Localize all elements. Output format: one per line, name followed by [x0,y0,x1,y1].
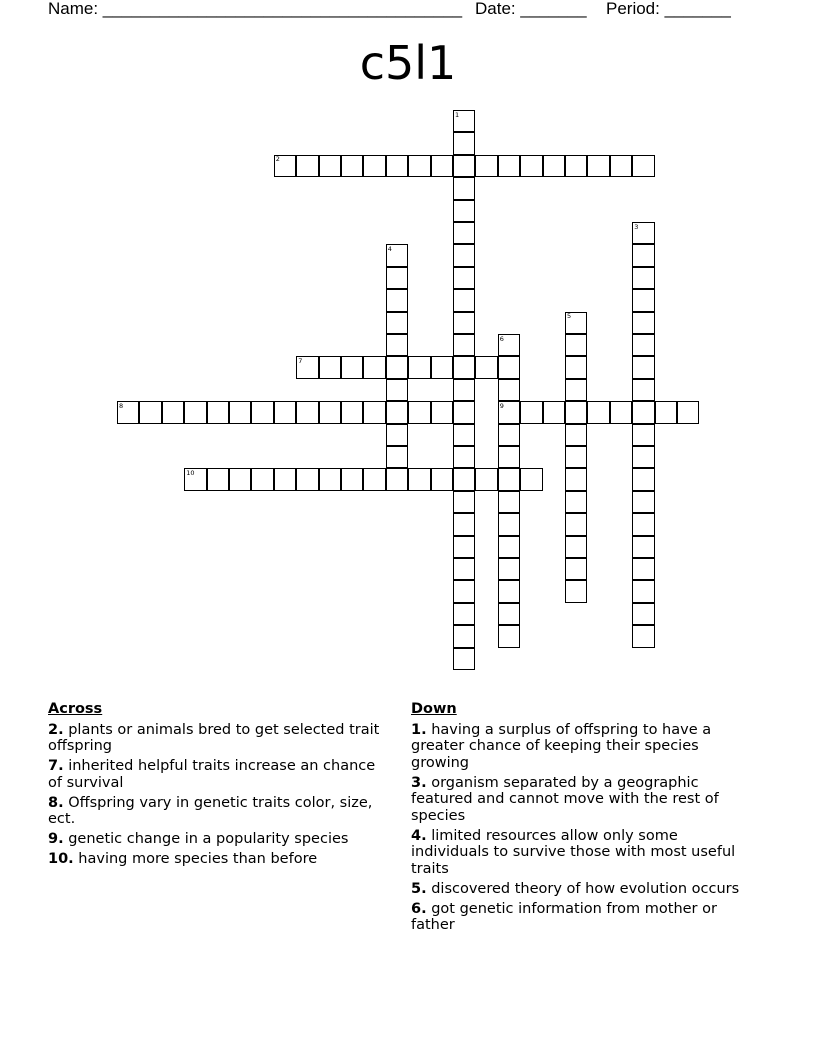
clue-number: 5. [411,880,427,897]
grid-cell[interactable] [408,155,430,177]
clue-number: 1. [411,721,427,738]
clue-number: 7. [48,758,64,774]
clue-number-label: 6 [499,334,504,343]
grid-cell[interactable] [386,468,408,490]
grid-cell[interactable] [453,648,475,670]
grid-cell[interactable] [453,132,475,154]
clue-number-label: 10 [186,468,195,477]
across-clue [48,795,393,828]
clue-number: 8. [48,794,64,811]
grid-cell[interactable] [431,468,453,490]
grid-cell[interactable] [453,334,475,356]
down-clues [411,701,756,937]
grid-cell[interactable] [498,446,520,468]
grid-cell[interactable] [677,401,699,423]
grid-cell[interactable] [520,155,542,177]
clue-text: got genetic information from mother or father [411,900,717,933]
across-heading: Across [48,701,103,717]
grid-cell[interactable] [632,334,654,356]
clue-text: having a surplus of offspring to have a greater chance of keeping their species growing [411,721,712,771]
grid-cell[interactable] [453,200,475,222]
clue-number-label: 4 [387,244,392,253]
grid-cell[interactable] [341,401,363,423]
grid-cell[interactable] [453,244,475,266]
grid-cell[interactable] [386,267,408,289]
grid-cell[interactable] [453,446,475,468]
grid-cell[interactable] [363,155,385,177]
grid-cell[interactable] [453,580,475,602]
grid-cell[interactable] [565,468,587,490]
grid-cell[interactable] [610,401,632,423]
down-clue [411,901,756,934]
grid-cell[interactable] [319,401,341,423]
clue-text: discovered theory of how evolution occurs [431,880,740,897]
grid-cell[interactable] [341,468,363,490]
grid-cell[interactable] [207,468,229,490]
date-field-label: Date: _______ [475,0,587,18]
grid-cell[interactable] [565,513,587,535]
grid-cell[interactable] [319,356,341,378]
down-heading: Down [411,701,457,717]
grid-cell[interactable] [431,401,453,423]
grid-cell[interactable] [520,401,542,423]
grid-cell[interactable] [632,625,654,647]
grid-cell[interactable] [565,379,587,401]
down-clue [411,775,756,825]
grid-cell[interactable] [587,155,609,177]
grid-cell[interactable] [386,334,408,356]
grid-cell[interactable] [632,312,654,334]
grid-cell[interactable] [453,155,475,177]
grid-cell[interactable] [498,603,520,625]
grid-cell[interactable] [632,356,654,378]
grid-cell[interactable] [386,312,408,334]
grid-cell[interactable] [341,155,363,177]
grid-cell[interactable] [498,491,520,513]
grid-cell[interactable] [565,558,587,580]
clue-number: 3. [411,774,427,791]
clue-text: organism separated by a geographic featured and cannot move with the rest of species [411,774,719,824]
grid-cell[interactable] [162,401,184,423]
grid-cell[interactable] [229,401,251,423]
clue-number-label: 1 [455,110,460,119]
clue-number-label: 2 [275,155,280,164]
grid-cell[interactable] [632,401,654,423]
grid-cell[interactable] [363,401,385,423]
down-clue [411,722,756,772]
grid-cell[interactable] [632,536,654,558]
grid-cell[interactable] [453,312,475,334]
grid-cell[interactable] [453,558,475,580]
grid-cell[interactable] [632,513,654,535]
name-field-label: Name: ______________________________________ [48,0,463,18]
clue-number: 9. [48,831,64,847]
grid-cell[interactable] [453,603,475,625]
across-clue [48,831,393,848]
grid-cell[interactable] [453,491,475,513]
grid-cell[interactable] [207,401,229,423]
grid-cell[interactable] [296,155,318,177]
grid-cell[interactable] [453,356,475,378]
grid-cell[interactable] [632,580,654,602]
grid-cell[interactable] [632,558,654,580]
clue-text: inherited helpful traits increase an chance of survival [48,758,376,791]
grid-cell[interactable] [632,289,654,311]
grid-cell[interactable] [453,289,475,311]
grid-cell[interactable] [296,401,318,423]
grid-cell[interactable] [543,155,565,177]
grid-cell[interactable] [184,401,206,423]
grid-cell[interactable] [632,424,654,446]
grid-cell[interactable] [453,625,475,647]
grid-cell[interactable] [453,424,475,446]
grid-cell[interactable] [386,424,408,446]
clue-number-label: 5 [567,312,572,321]
grid-cell[interactable] [632,446,654,468]
grid-cell[interactable] [453,401,475,423]
grid-cell[interactable] [475,468,497,490]
grid-cell[interactable] [565,334,587,356]
grid-cell[interactable] [587,401,609,423]
grid-cell[interactable] [453,379,475,401]
grid-cell[interactable] [453,177,475,199]
across-clue [48,758,393,791]
grid-cell[interactable] [386,356,408,378]
puzzle-title: c5l1 [359,36,457,90]
clue-text: Offspring vary in genetic traits color, size, ect. [48,794,373,827]
grid-cell[interactable] [274,468,296,490]
grid-cell[interactable] [565,580,587,602]
down-clue [411,828,756,878]
clue-text: genetic change in a popularity species [68,831,349,847]
clue-number: 4. [411,827,427,844]
grid-cell[interactable] [498,155,520,177]
grid-cell[interactable] [565,446,587,468]
clue-number-label: 8 [119,401,124,410]
grid-cell[interactable] [475,356,497,378]
grid-cell[interactable] [655,401,677,423]
grid-cell[interactable] [565,155,587,177]
clue-number-label: 7 [298,356,303,365]
grid-cell[interactable] [520,468,542,490]
grid-cell[interactable] [341,356,363,378]
clue-text: having more species than before [78,851,318,867]
grid-cell[interactable] [632,244,654,266]
clue-number: 2. [48,721,64,738]
grid-cell[interactable] [408,401,430,423]
clue-text: limited resources allow only some individuals to survive those with most useful traits [411,827,736,877]
grid-cell[interactable] [498,513,520,535]
grid-cell[interactable] [453,222,475,244]
grid-cell[interactable] [386,379,408,401]
grid-cell[interactable] [251,468,273,490]
clue-number-label: 3 [634,222,639,231]
grid-cell[interactable] [475,155,497,177]
across-clue [48,851,393,868]
grid-cell[interactable] [498,558,520,580]
grid-cell[interactable] [408,356,430,378]
grid-cell[interactable] [251,401,273,423]
grid-cell[interactable] [565,491,587,513]
grid-cell[interactable] [632,379,654,401]
clue-number-label: 9 [499,401,504,410]
grid-cell[interactable] [453,536,475,558]
grid-cell[interactable] [498,625,520,647]
grid-cell[interactable] [274,401,296,423]
grid-cell[interactable] [139,401,161,423]
grid-cell[interactable] [431,356,453,378]
grid-cell[interactable] [386,155,408,177]
grid-cell[interactable] [632,468,654,490]
period-field-label: Period: _______ [606,0,731,18]
clue-text: plants or animals bred to get selected trait offspring [48,721,380,754]
grid-cell[interactable] [498,536,520,558]
clue-number: 10. [48,851,74,867]
clue-number: 6. [411,900,427,917]
grid-cell[interactable] [632,603,654,625]
across-clues [48,701,393,871]
grid-cell[interactable] [565,356,587,378]
grid-cell[interactable] [632,155,654,177]
grid-cell[interactable] [319,468,341,490]
grid-cell[interactable] [498,424,520,446]
grid-cell[interactable] [296,468,318,490]
grid-cell[interactable] [543,401,565,423]
grid-cell[interactable] [431,155,453,177]
grid-cell[interactable] [386,401,408,423]
grid-cell[interactable] [498,468,520,490]
grid-cell[interactable] [610,155,632,177]
grid-cell[interactable] [408,468,430,490]
grid-cell[interactable] [498,379,520,401]
grid-cell[interactable] [632,491,654,513]
grid-cell[interactable] [363,356,385,378]
grid-cell[interactable] [453,468,475,490]
grid-cell[interactable] [565,424,587,446]
grid-cell[interactable] [565,536,587,558]
grid-cell[interactable] [319,155,341,177]
grid-cell[interactable] [498,356,520,378]
grid-cell[interactable] [386,289,408,311]
grid-cell[interactable] [453,513,475,535]
grid-cell[interactable] [363,468,385,490]
grid-cell[interactable] [565,401,587,423]
across-clue [48,722,393,755]
grid-cell[interactable] [386,446,408,468]
grid-cell[interactable] [632,267,654,289]
grid-cell[interactable] [229,468,251,490]
grid-cell[interactable] [498,580,520,602]
down-clue [411,881,756,898]
grid-cell[interactable] [453,267,475,289]
